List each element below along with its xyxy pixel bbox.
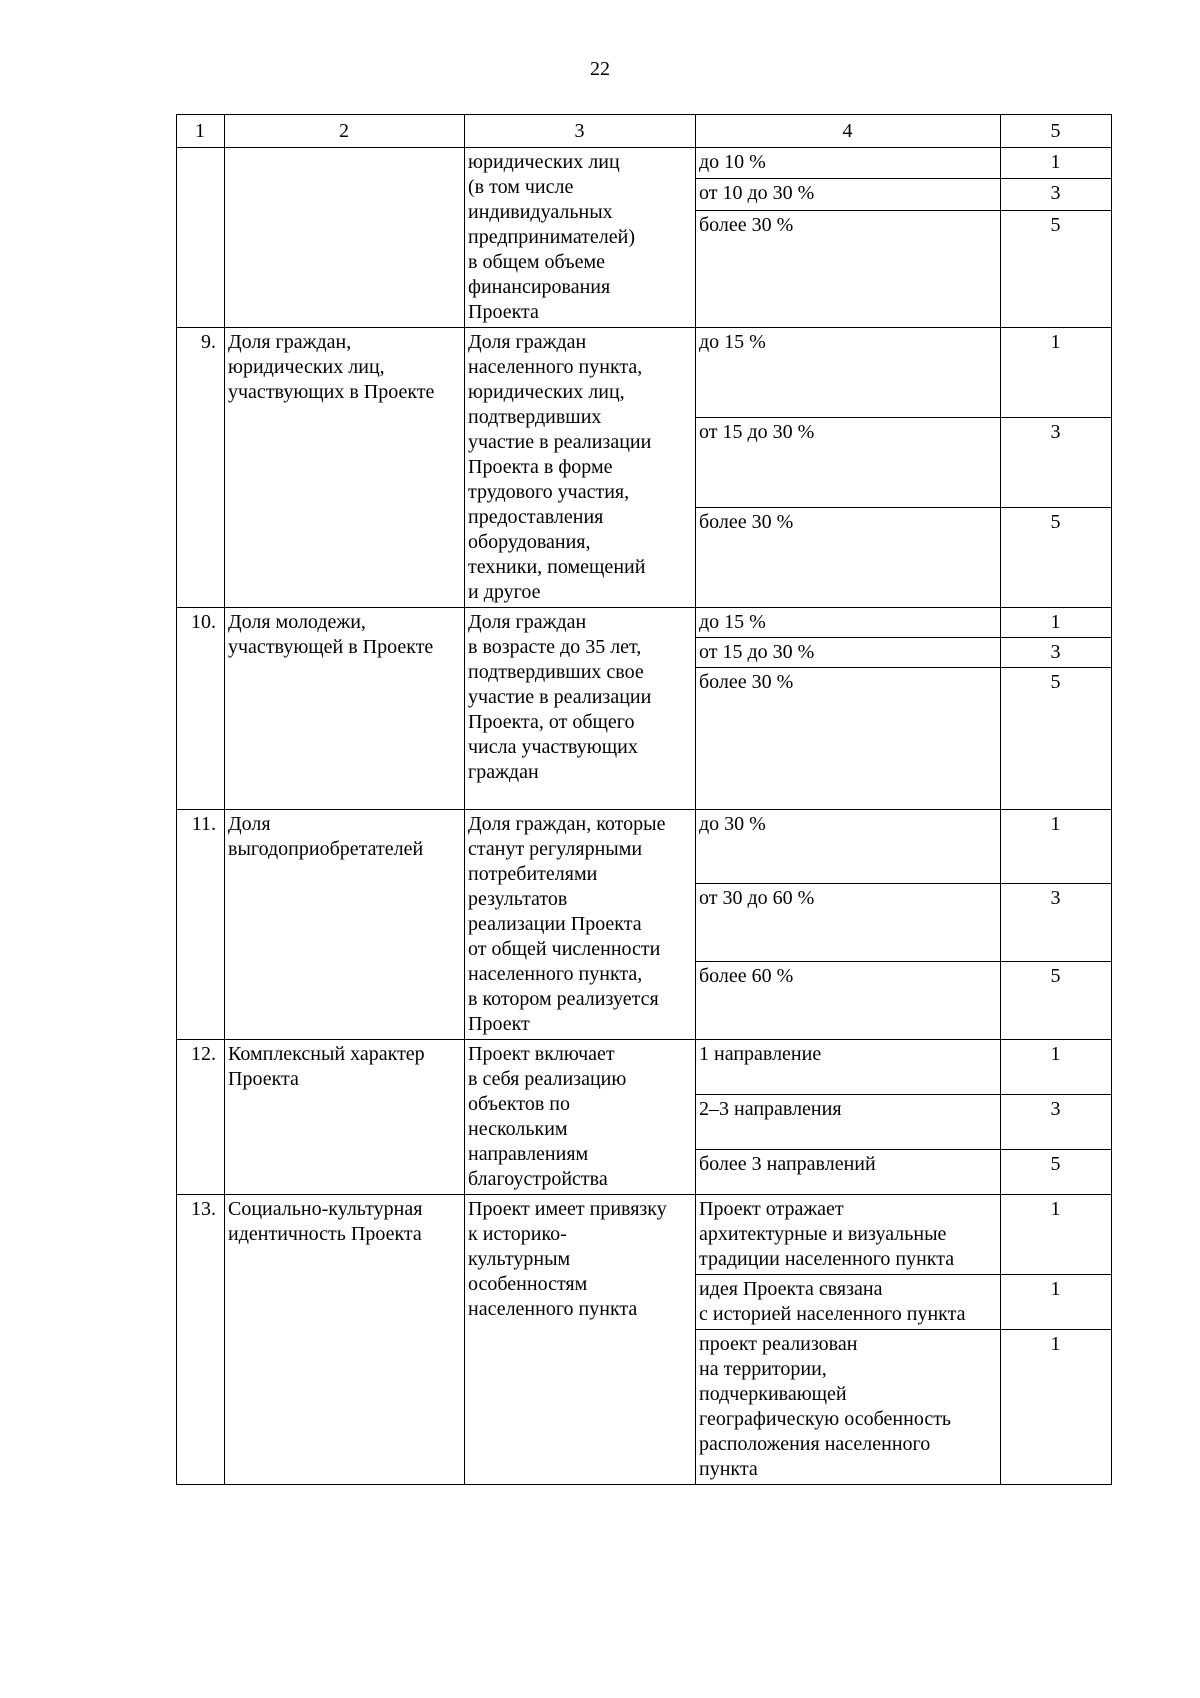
option-value: до 10 % [696,148,1001,179]
header-col-4: 4 [696,115,1001,148]
table-row [177,148,1112,179]
criterion-name: Социально-культурная идентичность Проекта [225,1195,465,1485]
criterion-indicator: Проект включает в себя реализацию объектов по нескольким направлениям благоустройства [465,1040,696,1195]
option-points: 1 [1001,328,1112,418]
option-value: до 30 % [696,810,1001,884]
criterion-name: Доля выгодоприобретателей [225,810,465,1040]
criterion-indicator: юридических лиц (в том числе индивидуальных предпринимателей) в общем объеме финансирования Проекта [465,148,696,328]
table-row [177,1040,1112,1095]
option-value: до 15 % [696,328,1001,418]
criterion-indicator: Проект имеет привязку к историко- культурным особенностям населенного пункта [465,1195,696,1485]
option-value: проект реализован на территории, подчеркивающей географическую особенность расположения населенного пункта [696,1330,1001,1485]
criterion-indicator: Доля граждан населенного пункта, юридических лиц, подтвердивших участие в реализации Проекта в форме трудового участия, предоставления оборудования, техники, помещений и другое [465,328,696,608]
option-value: более 3 направлений [696,1150,1001,1195]
criterion-name: Комплексный характер Проекта [225,1040,465,1195]
criterion-number: 11. [177,810,225,1040]
option-value: Проект отражает архитектурные и визуальные традиции населенного пункта [696,1195,1001,1275]
option-points: 3 [1001,417,1112,507]
criterion-indicator: Доля граждан, которые станут регулярными потребителями результатов реализации Проекта от общей численности населенного пункта, в котором реализуется Проект [465,810,696,1040]
option-points: 1 [1001,1275,1112,1330]
option-value: до 15 % [696,608,1001,638]
option-points: 3 [1001,638,1112,668]
criterion-name: Доля граждан, юридических лиц, участвующих в Проекте [225,328,465,608]
option-points: 1 [1001,148,1112,179]
criterion-number: 13. [177,1195,225,1485]
criterion-number: 9. [177,328,225,608]
criterion-name [225,148,465,328]
criteria-table [176,114,1112,1485]
table-row [177,1195,1112,1275]
option-value: от 15 до 30 % [696,417,1001,507]
option-value: от 10 до 30 % [696,179,1001,210]
option-value: 2–3 направления [696,1095,1001,1150]
option-points: 1 [1001,810,1112,884]
header-col-5: 5 [1001,115,1112,148]
criterion-name: Доля молодежи, участвующей в Проекте [225,608,465,810]
option-value: от 30 до 60 % [696,883,1001,961]
header-col-2: 2 [225,115,465,148]
table-row [177,810,1112,884]
option-points: 3 [1001,1095,1112,1150]
option-points: 5 [1001,1150,1112,1195]
option-value: идея Проекта связана с историей населенного пункта [696,1275,1001,1330]
page-number: 22 [590,58,610,80]
option-points: 1 [1001,1330,1112,1485]
criterion-number: 12. [177,1040,225,1195]
criterion-number [177,148,225,328]
option-points: 5 [1001,507,1112,607]
option-points: 1 [1001,1195,1112,1275]
option-value: 1 направление [696,1040,1001,1095]
option-points: 5 [1001,210,1112,327]
header-col-3: 3 [465,115,696,148]
header-col-1: 1 [177,115,225,148]
option-points: 5 [1001,668,1112,810]
option-value: более 30 % [696,507,1001,607]
option-points: 3 [1001,179,1112,210]
criterion-number: 10. [177,608,225,810]
option-value: более 60 % [696,961,1001,1039]
table-row [177,608,1112,638]
option-value: более 30 % [696,210,1001,327]
criterion-indicator: Доля граждан в возрасте до 35 лет, подтвердивших свое участие в реализации Проекта, от общего числа участвующих граждан [465,608,696,810]
criteria-table-body [177,115,1112,1485]
option-value: от 15 до 30 % [696,638,1001,668]
option-points: 1 [1001,1040,1112,1095]
option-points: 5 [1001,961,1112,1039]
table-row [177,328,1112,418]
header-row [177,115,1112,148]
option-points: 3 [1001,883,1112,961]
option-points: 1 [1001,608,1112,638]
option-value: более 30 % [696,668,1001,810]
